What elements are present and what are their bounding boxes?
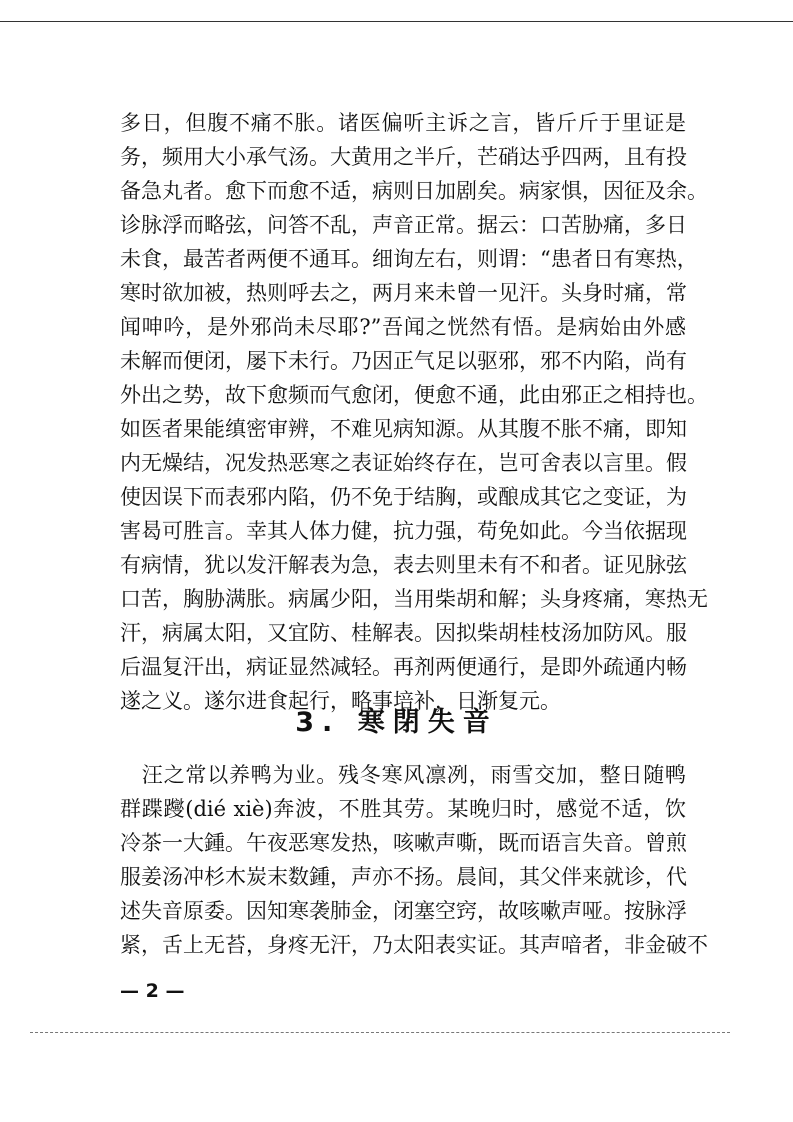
text-line: 闻呻吟，是外邪尚未尽耶?”吾闻之恍然有悟。是病始由外感 [120, 315, 686, 339]
text-line: 使因误下而表邪内陷，仍不免于结胸，或酿成其它之变证，为 [120, 485, 687, 509]
section-heading: 3. 寒閉失音 [295, 707, 498, 738]
text-line: 诊脉浮而略弦，问答不乱，声音正常。据云：口苦胁痛，多日 [120, 213, 687, 237]
text-line: 多日，但腹不痛不胀。诸医偏听主诉之言，皆斤斤于里证是 [120, 111, 686, 135]
page-number: — 2 — [120, 980, 185, 1002]
text-line: 备急丸者。愈下而愈不适，病则日加剧矣。病家惧，因征及余。 [120, 179, 708, 203]
text-line: 遂之义。遂尔进食起行，略事培补，日渐复元。 [120, 689, 561, 713]
text-line: 冷茶一大鍾。午夜恶寒发热，咳嗽声嘶，既而语言失音。曾煎 [120, 831, 687, 855]
bottom-scan-line [30, 1032, 730, 1033]
top-rule [0, 21, 793, 22]
text-line: 务，频用大小承气汤。大黄用之半斤，芒硝达乎四两，且有投 [120, 145, 687, 169]
text-line: 汪之常以养鸭为业。残冬寒风凛冽，雨雪交加，整日随鸭 [120, 763, 686, 787]
text-line: 内无燥结，况发热恶寒之表证始终存在，岂可舍表以言里。假 [120, 451, 687, 475]
text-line: 未食，最苦者两便不通耳。细询左右，则谓：“患者日有寒热， [120, 247, 698, 271]
text-line: 群蹀躞(dié xiè)奔波，不胜其劳。某晚归时，感觉不适，饮 [120, 797, 686, 821]
text-line: 口苦，胸胁满胀。病属少阳，当用柴胡和解；头身疼痛，寒热无 [120, 587, 708, 611]
text-line: 紧，舌上无苔，身疼无汗，乃太阳表实证。其声喑者，非金破不 [120, 933, 708, 957]
text-line: 述失音原委。因知寒袭肺金，闭塞空窍，故咳嗽声哑。按脉浮 [120, 899, 687, 923]
text-line: 寒时欲加被，热则呼去之，两月来未曾一见汗。头身时痛，常 [120, 281, 687, 305]
text-line: 未解而便闭，屡下未行。乃因正气足以驱邪，邪不内陷，尚有 [120, 349, 687, 373]
text-line: 服姜汤冲杉木炭末数鍾，声亦不扬。晨间，其父伴来就诊，代 [120, 865, 687, 889]
text-line: 如医者果能缜密审辨，不难见病知源。从其腹不胀不痛，即知 [120, 417, 687, 441]
text-line: 外出之势，故下愈频而气愈闭，便愈不通，此由邪正之相持也。 [120, 383, 708, 407]
text-line: 有病情，犹以发汗解表为急，表去则里未有不和者。证见脉弦 [120, 553, 687, 577]
text-line: 害曷可胜言。幸其人体力健，抗力强，苟免如此。今当依据现 [120, 519, 687, 543]
text-line: 汗，病属太阳，又宜防、桂解表。因拟柴胡桂枝汤加防风。服 [120, 621, 687, 645]
text-line: 后温复汗出，病证显然减轻。再剂两便通行，是即外疏通内畅 [120, 655, 687, 679]
